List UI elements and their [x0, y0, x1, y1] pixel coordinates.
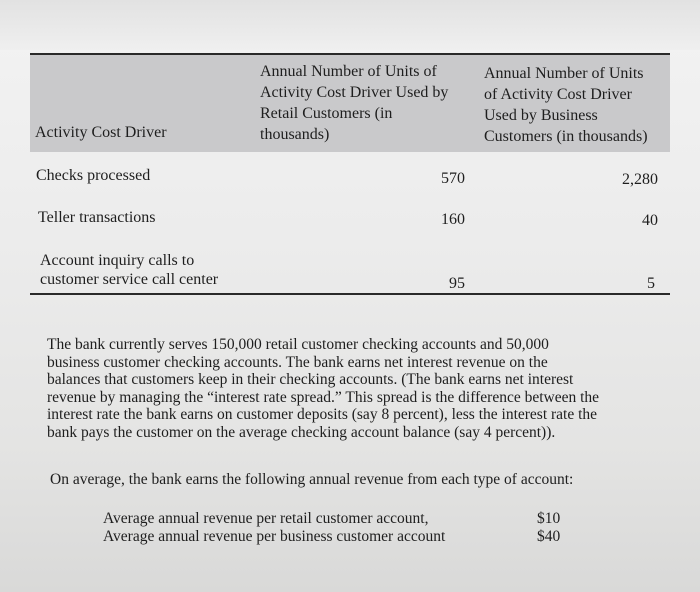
revenue-value: $40 — [537, 528, 561, 545]
revenue-value: $10 — [537, 510, 561, 527]
retail-value: 95 — [449, 275, 465, 292]
paragraph-line: interest rate the bank earns on customer deposits (say 8 percent), less the interest rate the — [47, 406, 598, 423]
business-value: 40 — [642, 212, 658, 229]
header-business-line: Annual Number of Units — [484, 65, 644, 82]
header-business-line: of Activity Cost Driver — [484, 86, 632, 103]
header-retail-line: Activity Cost Driver Used by — [260, 84, 449, 101]
retail-value: 160 — [441, 211, 465, 228]
header-retail-line: Annual Number of Units of — [260, 63, 437, 80]
header-retail-line: Retail Customers (in — [260, 105, 393, 122]
retail-value: 570 — [441, 170, 465, 187]
paragraph-line: revenue by managing the “interest rate spread.” This spread is the difference between the — [47, 388, 600, 406]
business-value: 5 — [647, 275, 655, 292]
row-label: Checks processed — [36, 167, 151, 184]
header-business-line: Used by Business — [484, 107, 598, 124]
row-label: Account inquiry calls to — [40, 252, 195, 269]
average-revenue-intro: On average, the bank earns the following annual revenue from each type of account: — [50, 471, 574, 488]
bank-description-paragraph — [47, 336, 647, 441]
row-label: Teller transactions — [38, 209, 156, 226]
business-value: 2,280 — [622, 171, 658, 188]
paragraph-line: bank pays the customer on the average checking account balance (say 4 percent)). — [47, 423, 556, 441]
header-activity-cost-driver: Activity Cost Driver — [35, 124, 167, 141]
background-shade — [0, 0, 700, 50]
header-retail-line: thousands) — [260, 126, 330, 143]
revenue-label: Average annual revenue per retail customer account, — [103, 510, 429, 527]
paragraph-line: business customer checking accounts. The bank earns net interest revenue on the — [47, 353, 548, 371]
paragraph-line: balances that customers keep in their checking accounts. (The bank earns net interest — [47, 371, 574, 388]
table-bottom-rule — [30, 293, 670, 295]
revenue-label: Average annual revenue per business customer account — [103, 528, 446, 545]
header-business-line: Customers (in thousands) — [484, 128, 648, 145]
paragraph-line: The bank currently serves 150,000 retail customer checking accounts and 50,000 — [47, 336, 549, 353]
row-label: customer service call center — [40, 271, 219, 288]
